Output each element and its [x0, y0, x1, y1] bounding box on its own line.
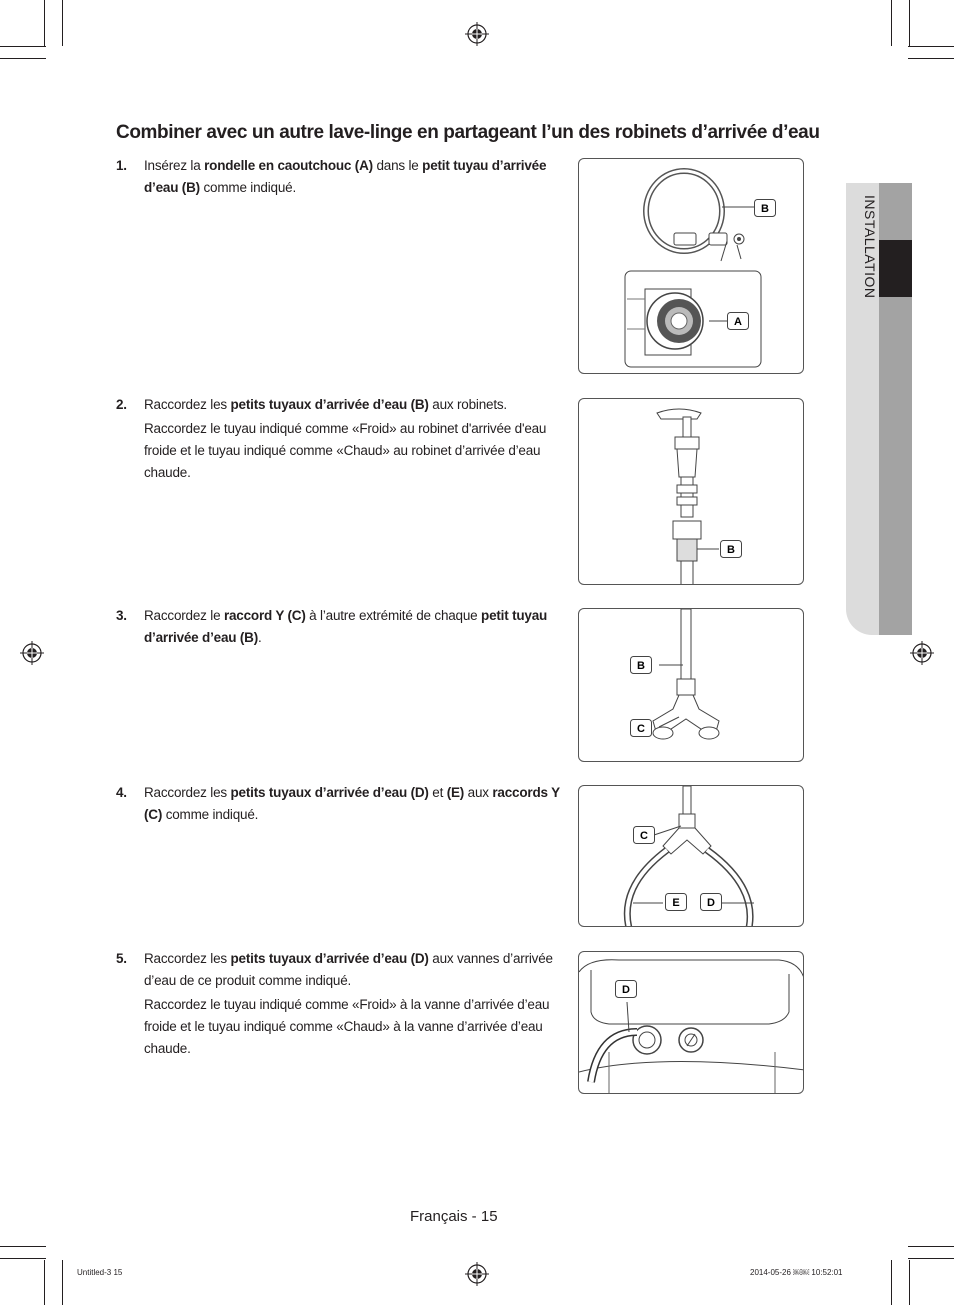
- crop-mark: [908, 46, 954, 47]
- print-timestamp: 2014-05-26 ￼￼ 10:52:01: [750, 1268, 843, 1277]
- registration-mark-icon: [465, 22, 489, 46]
- svg-text:E: E: [672, 897, 680, 909]
- step-number: 2.: [116, 397, 127, 412]
- registration-mark-icon: [20, 641, 44, 665]
- svg-text:D: D: [622, 984, 630, 996]
- crop-mark: [0, 1246, 46, 1247]
- registration-mark-icon: [465, 1262, 489, 1286]
- figure-valve-connection: [578, 951, 804, 1094]
- figure-hose-washer: [578, 158, 804, 374]
- registration-mark-icon: [910, 641, 934, 665]
- page-number: Français - 15: [410, 1208, 498, 1225]
- step-4: [116, 782, 576, 828]
- step-note: Raccordez le tuyau indiqué comme «Froid» au robinet d'arrivée d'eau froide et le tuyau indiqué comme «Chaud» au robinet d’arrivée d’eau chaude.: [144, 421, 547, 480]
- svg-text:A: A: [734, 316, 742, 328]
- figure-y-hoses: [578, 785, 804, 927]
- callout-label: [630, 656, 652, 674]
- callout-label: [615, 980, 637, 998]
- step-2: [116, 394, 576, 486]
- svg-text:C: C: [640, 830, 648, 842]
- svg-text:B: B: [637, 660, 645, 672]
- crop-mark: [908, 58, 954, 59]
- figure-y-connector: [578, 608, 804, 762]
- section-heading: Combiner avec un autre lave-linge en partageant l’un des robinets d’arrivée d’eau: [116, 122, 820, 143]
- crop-mark: [0, 58, 46, 59]
- y-connector-illustration: [579, 609, 804, 762]
- hose-washer-illustration: [579, 159, 804, 374]
- step-text: Insérez la rondelle en caoutchouc (A) dans le petit tuyau d’arrivée d’eau (B) comme indiqué.: [144, 158, 547, 195]
- callout-label: [700, 893, 722, 911]
- crop-mark: [908, 1258, 954, 1259]
- crop-mark: [891, 1260, 892, 1305]
- callout-label: [665, 893, 687, 911]
- step-1: [116, 155, 576, 201]
- step-number: 3.: [116, 608, 127, 623]
- crop-mark: [0, 46, 46, 47]
- crop-mark: [62, 1260, 63, 1305]
- svg-text:B: B: [727, 544, 735, 556]
- crop-mark: [0, 1258, 46, 1259]
- step-text: Raccordez les petits tuyaux d’arrivée d’eau (D) et (E) aux raccords Y (C) comme indiqué.: [144, 785, 560, 822]
- step-text: Raccordez les petits tuyaux d’arrivée d’eau (D) aux vannes d’arrivée d’eau de ce produit comme indiqué.: [144, 951, 553, 988]
- crop-mark: [44, 1260, 45, 1305]
- callout-label: [727, 312, 749, 330]
- valve-connection-illustration: [579, 952, 804, 1094]
- crop-mark: [44, 0, 45, 46]
- step-text: Raccordez le raccord Y (C) à l’autre extrémité de chaque petit tuyau d’arrivée d’eau (B).: [144, 608, 548, 645]
- crop-mark: [909, 1260, 910, 1305]
- step-text: Raccordez les petits tuyaux d’arrivée d’eau (B) aux robinets.: [144, 397, 507, 412]
- svg-text:B: B: [761, 203, 769, 215]
- crop-mark: [908, 1246, 954, 1247]
- step-5: [116, 948, 576, 1062]
- crop-mark: [62, 0, 63, 46]
- callout-label: [630, 719, 652, 737]
- figure-tap-connection: [578, 398, 804, 585]
- callout-label: [754, 199, 776, 217]
- step-note: Raccordez le tuyau indiqué comme «Froid» à la vanne d’arrivée d’eau froide et le tuyau indiqué comme «Chaud» à la vanne d’arrivée d’eau chaude.: [144, 997, 550, 1056]
- step-3: [116, 605, 576, 651]
- print-file-label: Untitled-3 15: [77, 1268, 123, 1277]
- crop-mark: [891, 0, 892, 46]
- y-hoses-illustration: [579, 786, 804, 927]
- tap-connection-illustration: [579, 399, 804, 585]
- crop-mark: [909, 0, 910, 46]
- callout-label: [633, 826, 655, 844]
- step-number: 5.: [116, 951, 127, 966]
- step-number: 1.: [116, 158, 127, 173]
- svg-text:C: C: [637, 723, 645, 735]
- side-tab-marker: [879, 240, 912, 297]
- svg-text:D: D: [707, 897, 715, 909]
- side-tab-label: INSTALLATION: [862, 195, 878, 299]
- callout-label: [720, 540, 742, 558]
- step-number: 4.: [116, 785, 127, 800]
